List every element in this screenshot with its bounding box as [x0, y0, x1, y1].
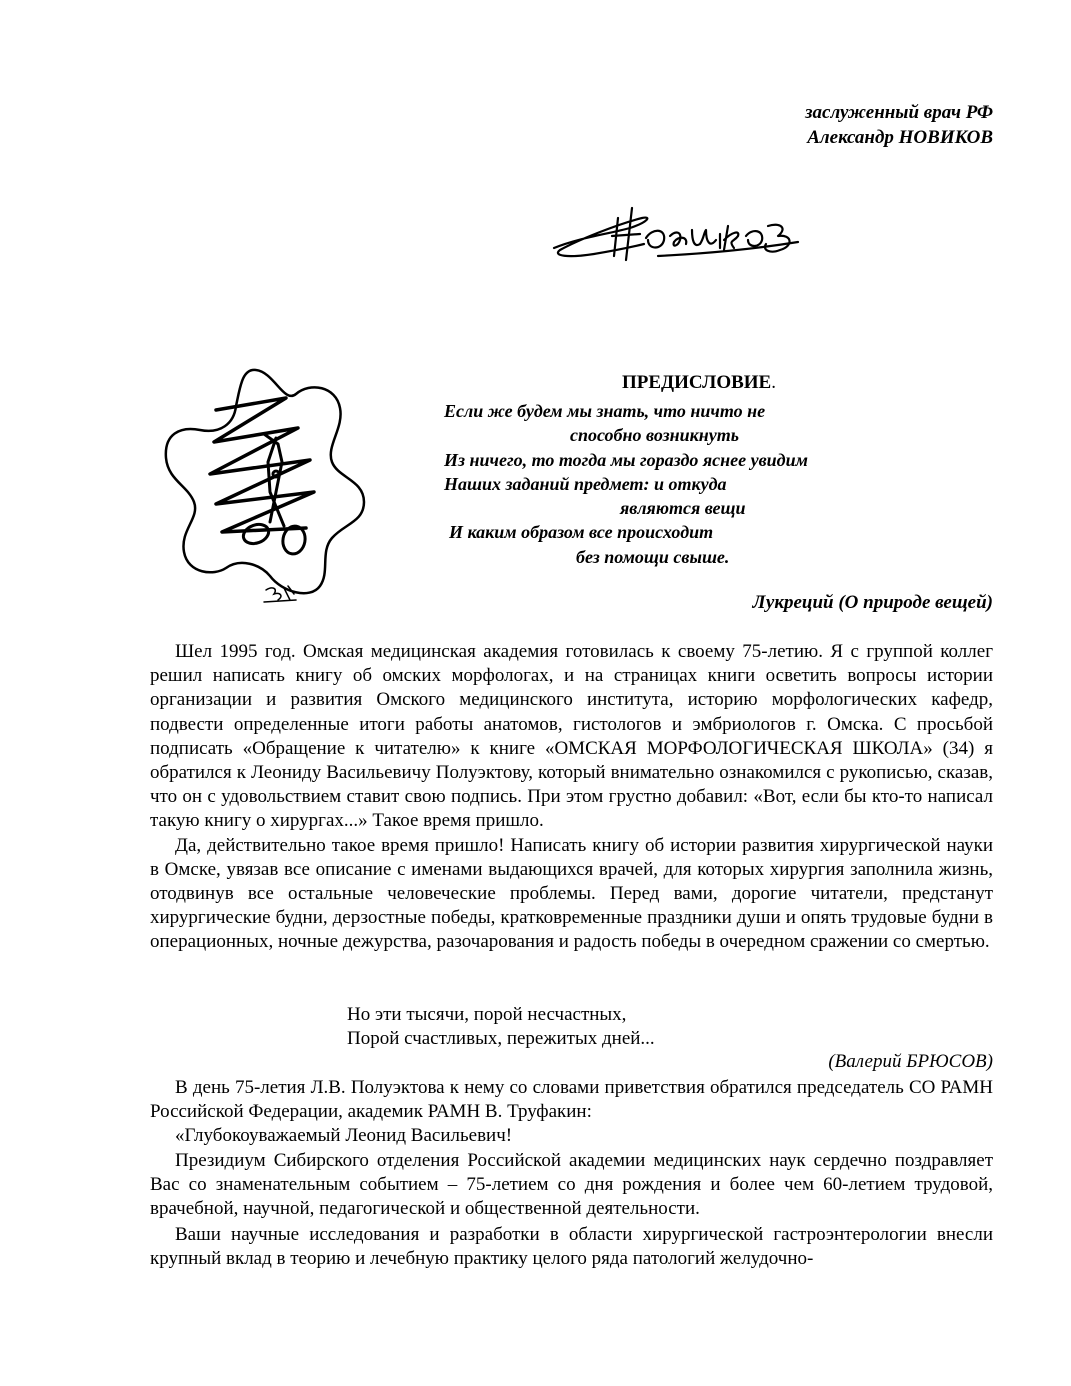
epigraph-line: Из ничего, то тогда мы гораздо яснее увидим — [444, 450, 808, 470]
author-signature — [548, 196, 818, 272]
author-block — [805, 100, 993, 150]
epigraph-line: способно возникнуть — [570, 425, 739, 445]
epigraph-line: Если же будем мы знать, что ничто не — [444, 401, 766, 421]
emblem-blot-scissors — [160, 362, 370, 612]
epigraph-line: являются вещи — [620, 498, 746, 518]
epigraph-line: без помощи свыше. — [576, 547, 730, 567]
paragraph: Да, действительно такое время пришло! Написать книгу об истории развития хирургической науки в Омске, увязав все описание с именами выдающихся врачей, для которых хирургия заполнила жизнь, отодвинув все остальные человеческие проблемы. Перед вами, дорогие читатели, предстанут хирургические будни, дерзостные победы, кратковременные праздники души и опять трудовые будни в операционных, ночные дежурства, разочарования и радость победы в очередном сражении со смертью. — [150, 834, 993, 953]
body-text-2 — [150, 1076, 993, 1272]
body-text-1 — [150, 640, 993, 955]
poem-source: (Валерий БРЮСОВ) — [828, 1051, 993, 1072]
epigraph-source: Лукреций (О природе вещей) — [752, 592, 993, 613]
epigraph-line: И каким образом все происходит — [449, 522, 714, 542]
paragraph: Ваши научные исследования и разработки в области хирургической гастроэнтерологии внесли крупный вклад в теорию и лечебную практику целого ряда патологий желудочно- — [150, 1224, 993, 1270]
author-title: заслуженный врач РФ — [805, 102, 993, 123]
author-name: Александр НОВИКОВ — [807, 127, 993, 148]
paragraph: В день 75-летия Л.В. Полуэктова к нему со словами приветствия обратился председатель СО РАМН Российской Федерации, академик РАМН В. Труфакин: — [150, 1077, 993, 1123]
paragraph: Президиум Сибирского отделения Российской академии медицинских наук сердечно поздравляет Вас со знаменательным событием – 75-летием со дня рождения и более чем 60-летием трудовой, врачебной, научной, педагогической и общественной деятельности. — [150, 1149, 993, 1220]
paragraph: Шел 1995 год. Омская медицинская академия готовилась к своему 75-летию. Я с группой коллег решил написать книгу об омских морфологах, и на страницах книги осветить вопросы истории организации и развития Омского медицинского института, историю морфологических кафедр, подвести определенные итоги работы анатомов, гистологов и эмбриологов г. Омска. С просьбой подписать «Обращение к читателю» к книге «ОМСКАЯ МОРФОЛОГИЧЕСКАЯ ШКОЛА» (34) я обратился к Леониду Васильевичу Полуэктову, который внимательно ознакомился с рукописью, сказав, что он с удовольствием ставит свою подпись. При этом грустно добавил: «Вот, если бы кто-то написал такую книгу о хирургах...» Такое время пришло. — [150, 641, 993, 832]
epigraph-line: Наших заданий предмет: и откуда — [444, 474, 727, 494]
poem-line: Порой счастливых, пережитых дней... — [347, 1028, 655, 1049]
preface-heading: ПРЕДИСЛОВИЕ. — [622, 372, 776, 393]
poem-line: Но эти тысячи, порой несчастных, — [347, 1004, 627, 1025]
paragraph: «Глубокоуважаемый Леонид Васильевич! — [175, 1125, 513, 1147]
